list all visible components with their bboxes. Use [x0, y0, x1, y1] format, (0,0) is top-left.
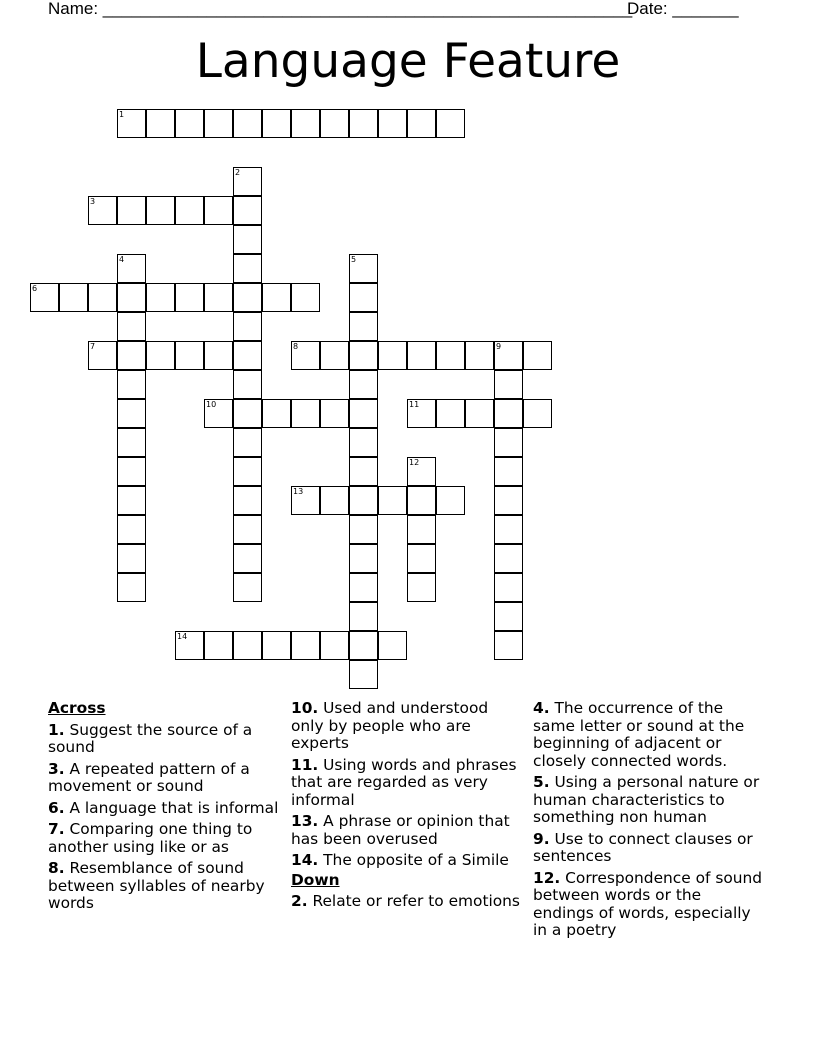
crossword-cell[interactable] [233, 167, 262, 196]
crossword-cell[interactable] [436, 341, 465, 370]
crossword-cell[interactable] [349, 341, 378, 370]
crossword-cell[interactable] [117, 573, 146, 602]
crossword-cell[interactable] [436, 486, 465, 515]
clue-across-13: 13. A phrase or opinion that has been overused [291, 812, 510, 848]
clue-down-12: 12. Correspondence of sound between words or the endings of words, especially in a poetry [533, 868, 763, 939]
clue-across-1: 1. Suggest the source of a sound [48, 720, 253, 756]
crossword-cell[interactable] [117, 457, 146, 486]
crossword-cell[interactable] [407, 486, 436, 515]
crossword-cell[interactable] [204, 399, 233, 428]
crossword-cell[interactable] [378, 631, 407, 660]
crossword-cell[interactable] [407, 341, 436, 370]
crossword-cell[interactable] [407, 457, 436, 486]
clues-column-2 [291, 700, 523, 915]
crossword-cell[interactable] [117, 515, 146, 544]
crossword-cell[interactable] [494, 631, 523, 660]
crossword-cell[interactable] [204, 283, 233, 312]
clue-number: 5 [351, 255, 357, 264]
crossword-cell[interactable] [175, 283, 204, 312]
crossword-cell[interactable] [349, 109, 378, 138]
crossword-cell[interactable] [117, 544, 146, 573]
clue-number: 12 [409, 458, 420, 467]
crossword-cell[interactable] [291, 631, 320, 660]
crossword-cell[interactable] [349, 370, 378, 399]
name-blank[interactable]: ________________________________________________________ [102, 0, 633, 18]
crossword-cell[interactable] [117, 370, 146, 399]
crossword-cell[interactable] [494, 457, 523, 486]
crossword-cell[interactable] [117, 428, 146, 457]
crossword-cell[interactable] [59, 283, 88, 312]
clue-number: 7 [90, 342, 96, 351]
crossword-cell[interactable] [88, 283, 117, 312]
crossword-cell[interactable] [146, 341, 175, 370]
crossword-cell[interactable] [349, 515, 378, 544]
crossword-cell[interactable] [117, 196, 146, 225]
crossword-cell[interactable] [233, 225, 262, 254]
clue-across-3: 3. A repeated pattern of a movement or sound [48, 759, 250, 795]
crossword-cell[interactable] [407, 399, 436, 428]
crossword-cell[interactable] [378, 486, 407, 515]
crossword-cell[interactable] [349, 602, 378, 631]
crossword-cell[interactable] [117, 254, 146, 283]
crossword-cell[interactable] [349, 457, 378, 486]
crossword-cell[interactable] [175, 109, 204, 138]
crossword-cell[interactable] [117, 486, 146, 515]
crossword-cell[interactable] [523, 399, 552, 428]
clue-number: 1 [119, 110, 125, 119]
crossword-cell[interactable] [117, 109, 146, 138]
crossword-cell[interactable] [320, 486, 349, 515]
crossword-cell[interactable] [117, 312, 146, 341]
crossword-cell[interactable] [291, 109, 320, 138]
name-label: Name: [48, 0, 103, 18]
clues-column-1 [48, 700, 280, 917]
clue-number: 9 [496, 342, 502, 351]
crossword-cell[interactable] [349, 660, 378, 689]
crossword-cell[interactable] [349, 283, 378, 312]
clue-across-6: 6. A language that is informal [48, 798, 279, 817]
crossword-cell[interactable] [117, 283, 146, 312]
crossword-cell[interactable] [494, 341, 523, 370]
crossword-cell[interactable] [378, 341, 407, 370]
clue-down-4: 4. The occurrence of the same letter or sound at the beginning of adjacent or closely connected words. [533, 699, 745, 770]
crossword-cell[interactable] [175, 196, 204, 225]
crossword-cell[interactable] [233, 399, 262, 428]
crossword-cell[interactable] [291, 283, 320, 312]
crossword-cell[interactable] [349, 254, 378, 283]
crossword-cell[interactable] [407, 515, 436, 544]
clue-across-8: 8. Resemblance of sound between syllables of nearby words [48, 859, 265, 912]
clue-number: 13 [293, 487, 304, 496]
clue-down-9: 9. Use to connect clauses or sentences [533, 829, 753, 865]
crossword-cell[interactable] [88, 341, 117, 370]
date-blank[interactable]: _______ [672, 0, 739, 18]
down-heading: Down [291, 870, 340, 889]
crossword-cell[interactable] [204, 341, 233, 370]
crossword-cell[interactable] [291, 341, 320, 370]
crossword-cell[interactable] [233, 544, 262, 573]
crossword-cell[interactable] [320, 341, 349, 370]
crossword-cell[interactable] [233, 109, 262, 138]
clue-across-11: 11. Using words and phrases that are regarded as very informal [291, 755, 517, 809]
across-heading: Across [48, 699, 106, 717]
crossword-cell[interactable] [204, 109, 233, 138]
crossword-cell[interactable] [436, 399, 465, 428]
crossword-cell[interactable] [233, 283, 262, 312]
crossword-cell[interactable] [349, 486, 378, 515]
crossword-cell[interactable] [146, 196, 175, 225]
crossword-cell[interactable] [175, 631, 204, 660]
clue-down-5: 5. Using a personal nature or human characteristics to something non human [533, 773, 760, 826]
clue-across-14: 14. The opposite of a Simile [291, 851, 509, 869]
crossword-cell[interactable] [233, 486, 262, 515]
crossword-cell[interactable] [349, 428, 378, 457]
clues-column-3 [533, 700, 765, 944]
crossword-cell[interactable] [233, 428, 262, 457]
crossword-cell[interactable] [494, 515, 523, 544]
crossword-cell[interactable] [320, 109, 349, 138]
clue-number: 10 [206, 400, 217, 409]
crossword-cell[interactable] [175, 341, 204, 370]
clue-number: 11 [409, 400, 420, 409]
crossword-cell[interactable] [349, 312, 378, 341]
crossword-cell[interactable] [233, 370, 262, 399]
clue-number: 6 [32, 284, 38, 293]
clue-number: 3 [90, 197, 96, 206]
clue-across-10: 10. Used and understood only by people who are experts [291, 699, 489, 752]
crossword-cell[interactable] [349, 399, 378, 428]
crossword-cell[interactable] [494, 573, 523, 602]
crossword-cell[interactable] [465, 399, 494, 428]
crossword-cell[interactable] [117, 341, 146, 370]
crossword-cell[interactable] [233, 573, 262, 602]
crossword-cell[interactable] [233, 457, 262, 486]
crossword-cell[interactable] [349, 544, 378, 573]
crossword-cell[interactable] [407, 544, 436, 573]
crossword-cell[interactable] [291, 399, 320, 428]
crossword-cell[interactable] [117, 399, 146, 428]
crossword-cell[interactable] [494, 428, 523, 457]
crossword-cell[interactable] [494, 602, 523, 631]
crossword-cell[interactable] [436, 109, 465, 138]
crossword-cell[interactable] [494, 486, 523, 515]
crossword-cell[interactable] [494, 370, 523, 399]
crossword-cell[interactable] [494, 399, 523, 428]
crossword-cell[interactable] [233, 254, 262, 283]
crossword-cell[interactable] [233, 515, 262, 544]
crossword-cell[interactable] [349, 631, 378, 660]
crossword-cell[interactable] [262, 283, 291, 312]
crossword-cell[interactable] [349, 573, 378, 602]
crossword-cell[interactable] [233, 631, 262, 660]
crossword-cell[interactable] [233, 312, 262, 341]
crossword-cell[interactable] [291, 486, 320, 515]
crossword-cell[interactable] [465, 341, 494, 370]
crossword-cell[interactable] [262, 631, 291, 660]
crossword-cell[interactable] [233, 341, 262, 370]
clue-down-2: 2. Relate or refer to emotions [291, 892, 520, 910]
crossword-cell[interactable] [262, 399, 291, 428]
crossword-cell[interactable] [320, 399, 349, 428]
clue-number: 4 [119, 255, 125, 264]
crossword-cell[interactable] [88, 196, 117, 225]
date-label: Date: [627, 0, 673, 18]
crossword-cell[interactable] [523, 341, 552, 370]
crossword-cell[interactable] [146, 283, 175, 312]
crossword-cell[interactable] [407, 109, 436, 138]
clue-number: 2 [235, 168, 241, 177]
crossword-cell[interactable] [320, 631, 349, 660]
clue-across-7: 7. Comparing one thing to another using like or as [48, 820, 253, 856]
clue-number: 14 [177, 632, 188, 641]
crossword-cell[interactable] [146, 109, 175, 138]
crossword-cell[interactable] [407, 573, 436, 602]
crossword-cell[interactable] [233, 196, 262, 225]
crossword-cell[interactable] [204, 196, 233, 225]
crossword-cell[interactable] [378, 109, 407, 138]
crossword-cell[interactable] [30, 283, 59, 312]
crossword-cell[interactable] [494, 544, 523, 573]
clue-number: 8 [293, 342, 299, 351]
page-title: Language Feature [195, 34, 621, 89]
crossword-cell[interactable] [204, 631, 233, 660]
crossword-cell[interactable] [262, 109, 291, 138]
